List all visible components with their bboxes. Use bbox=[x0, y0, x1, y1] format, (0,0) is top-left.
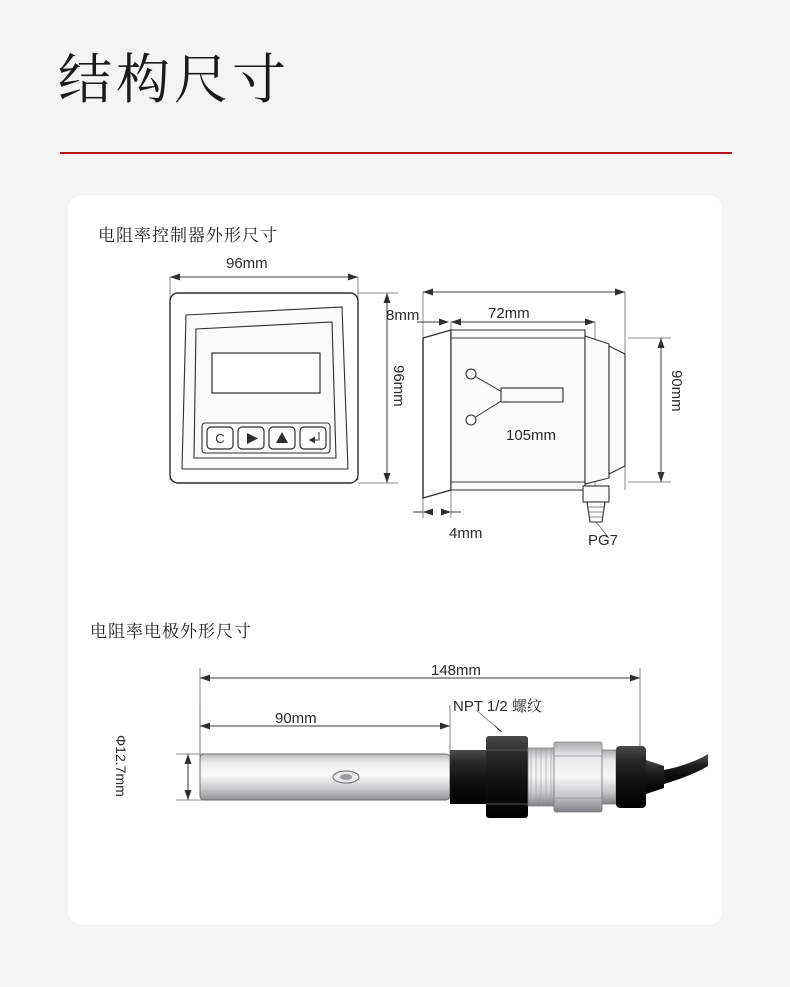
page-title: 结构尺寸 bbox=[58, 50, 290, 110]
svg-text:C: C bbox=[215, 431, 225, 446]
side-height-dimension: 90mm bbox=[668, 370, 685, 412]
electrode-diameter-dimension: Φ12.7mm bbox=[113, 735, 129, 797]
side-body-depth-dimension: 72mm bbox=[488, 305, 530, 322]
up-key[interactable] bbox=[269, 427, 295, 449]
electrode-section-label: 电阻率电极外形尺寸 bbox=[90, 622, 252, 641]
enter-key[interactable] bbox=[300, 427, 326, 449]
title-divider bbox=[60, 152, 732, 154]
side-bezel-depth-dimension: 8mm bbox=[386, 307, 420, 324]
right-key[interactable] bbox=[238, 427, 264, 449]
cancel-key[interactable] bbox=[207, 427, 233, 449]
dimensions-card bbox=[68, 195, 722, 925]
side-total-depth-dimension: 105mm bbox=[506, 427, 557, 444]
electrode-thread-label: NPT 1/2 螺纹 bbox=[453, 698, 542, 715]
controller-section-label: 电阻率控制器外形尺寸 bbox=[98, 226, 278, 245]
front-height-dimension: 96mm bbox=[390, 365, 407, 407]
cable-gland-label: PG7 bbox=[588, 532, 619, 549]
electrode-view bbox=[98, 650, 708, 910]
electrode-probe-length-dimension: 90mm bbox=[275, 710, 317, 727]
side-flange-dimension: 4mm bbox=[449, 525, 483, 542]
front-width-dimension: 96mm bbox=[226, 255, 268, 272]
electrode-total-length-dimension: 148mm bbox=[431, 662, 482, 679]
